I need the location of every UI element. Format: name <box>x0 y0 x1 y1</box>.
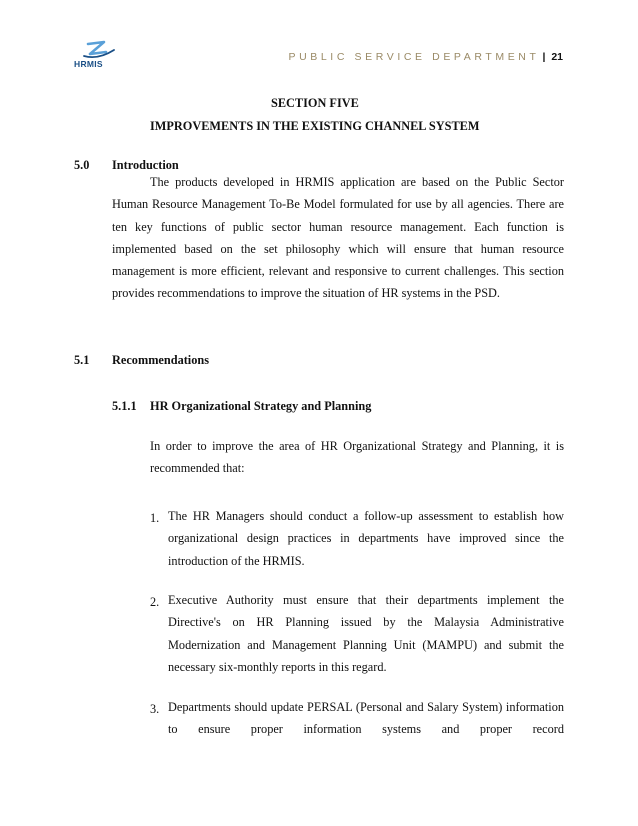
logo-text: HRMIS <box>74 59 103 69</box>
intro-number: 5.0 <box>74 158 90 172</box>
recommendations-number: 5.1 <box>74 353 90 367</box>
list-item-number: 2. <box>150 595 160 609</box>
list-item-number: 1. <box>150 511 160 525</box>
intro-title: Introduction <box>112 158 179 172</box>
recommendations-title: Recommendations <box>112 353 210 367</box>
list-item: The HR Managers should conduct a follow-up assessment to establish how organizational design practices in departments have improved since the introduction of the HRMIS. <box>168 509 564 568</box>
section-heading: SECTION FIVE <box>271 96 359 110</box>
subsection-title: HR Organizational Strategy and Planning <box>150 399 372 413</box>
subsection-number: 5.1.1 <box>112 399 137 413</box>
header-separator: | <box>542 51 546 63</box>
department-name: PUBLIC SERVICE DEPARTMENT <box>288 51 540 63</box>
list-item: Departments should update PERSAL (Personal and Salary System) information to ensure proper information systems and proper record <box>168 700 564 737</box>
list-item: Executive Authority must ensure that their departments implement the Directive's on HR Planning issued by the Malaysia Administrative Modernization and Management Planning Unit (MAMPU) and submit the necessary six-monthly reports in this regard. <box>168 593 564 674</box>
page-header <box>288 51 563 63</box>
intro-paragraph: The products developed in HRMIS application are based on the Public Sector Human Resource Management To-Be Model formulated for use by all agencies. There are ten key functions of public sector human resource management. Each function is implemented based on the set philosophy which will ensure that human resource management is more efficient, relevant and responsive to current challenges. This section provides recommendations to improve the situation of HR systems in the PSD. <box>112 175 564 301</box>
section-title: IMPROVEMENTS IN THE EXISTING CHANNEL SYSTEM <box>150 119 480 133</box>
page-number: 21 <box>551 51 563 63</box>
subsection-lead: In order to improve the area of HR Organizational Strategy and Planning, it is recommended that: <box>150 439 564 476</box>
list-item-number: 3. <box>150 702 160 716</box>
